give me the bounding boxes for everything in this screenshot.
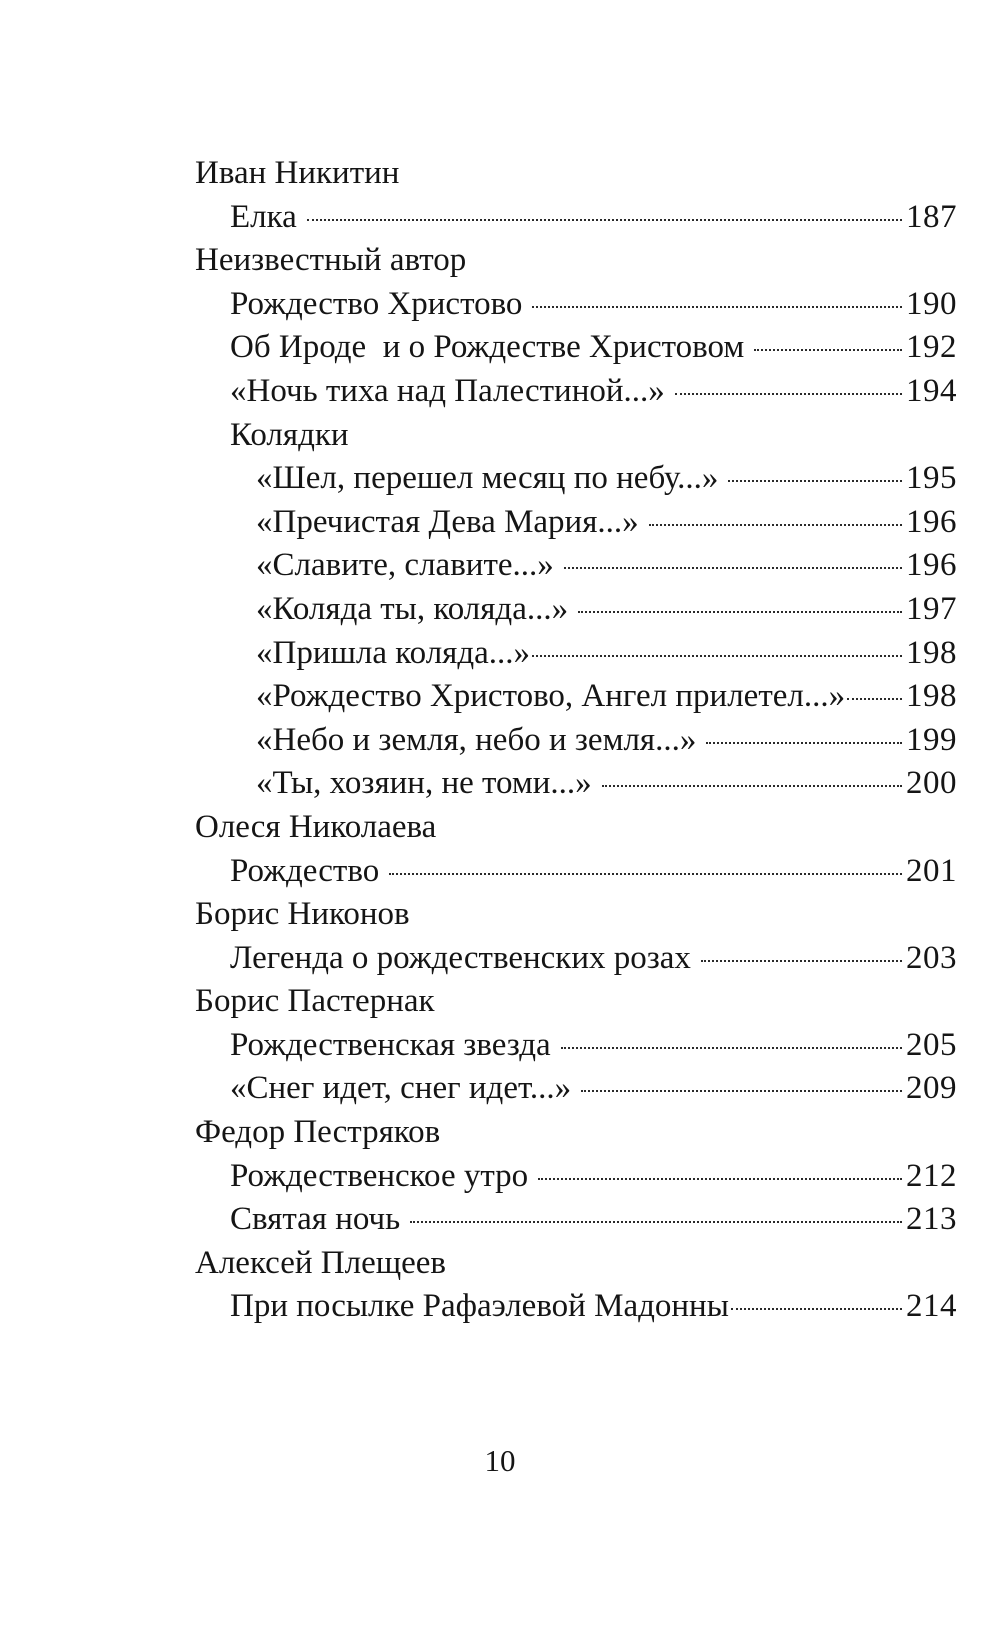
entry-page: 198	[906, 634, 957, 671]
toc-entry	[195, 762, 957, 806]
dot-leader	[410, 1221, 902, 1223]
entry-title: «Ты, хозяин, не томи...»	[256, 765, 592, 802]
author-name: Иван Никитин	[195, 155, 400, 191]
toc-author	[195, 893, 957, 937]
entry-title: «Пречистая Дева Мария...»	[256, 503, 639, 540]
author-name: Алексей Плещеев	[195, 1244, 446, 1281]
toc-entry	[195, 370, 957, 414]
entry-page: 190	[906, 285, 957, 322]
toc-subheading	[195, 414, 957, 458]
entry-title: Елка	[230, 198, 297, 235]
toc-entry	[195, 1198, 957, 1242]
author-name: Олеся Николаева	[195, 808, 437, 845]
toc-entry	[195, 675, 957, 719]
entry-title: «Славите, славите...»	[256, 547, 554, 584]
toc-entry	[195, 719, 957, 763]
toc-entry	[195, 196, 957, 240]
entry-page: 195	[906, 460, 957, 497]
toc-author	[195, 806, 957, 850]
entry-page: 201	[906, 852, 957, 889]
toc-entry	[195, 283, 957, 327]
entry-page: 214	[906, 1288, 957, 1325]
dot-leader	[307, 219, 902, 221]
entry-page: 212	[906, 1157, 957, 1194]
dot-leader	[564, 567, 902, 569]
toc-entry	[195, 1067, 957, 1111]
entry-page: 187	[906, 198, 957, 235]
toc-entry	[195, 501, 957, 545]
author-name: Неизвестный автор	[195, 242, 467, 279]
toc-entry	[195, 544, 957, 588]
entry-page: 196	[906, 547, 957, 584]
entry-title: «Ночь тиха над Палестиной...»	[230, 372, 665, 409]
toc-author	[195, 1242, 957, 1286]
toc-entry	[195, 850, 957, 894]
toc-entry	[195, 1285, 957, 1329]
toc-author	[195, 1111, 957, 1155]
author-name: Борис Никонов	[195, 896, 410, 933]
entry-title: Об Ироде и о Рождестве Христовом	[230, 329, 745, 366]
toc-entry	[195, 588, 957, 632]
dot-leader	[602, 785, 902, 787]
dot-leader	[561, 1047, 902, 1049]
author-name: Федор Пестряков	[195, 1114, 441, 1151]
entry-title: Легенда о рождественских розах	[230, 939, 691, 976]
dot-leader	[389, 873, 902, 875]
subgroup-heading: Колядки	[230, 416, 349, 453]
toc-entry	[195, 937, 957, 981]
dot-leader	[847, 698, 902, 700]
entry-page: 194	[906, 372, 957, 409]
dot-leader	[675, 393, 902, 395]
entry-title: Рождество	[230, 852, 380, 889]
toc-entry	[195, 1155, 957, 1199]
entry-page: 197	[906, 590, 957, 627]
dot-leader	[581, 1090, 902, 1092]
entry-page: 199	[906, 721, 957, 758]
entry-page: 196	[906, 503, 957, 540]
toc-author	[195, 152, 957, 196]
entry-page: 209	[906, 1070, 957, 1107]
entry-page: 213	[906, 1201, 957, 1238]
table-of-contents	[195, 152, 957, 1329]
toc-entry	[195, 457, 957, 501]
toc-entry	[195, 326, 957, 370]
entry-title: «Снег идет, снег идет...»	[230, 1070, 572, 1107]
entry-page: 200	[906, 765, 957, 802]
entry-title: Святая ночь	[230, 1201, 401, 1238]
dot-leader	[578, 611, 902, 613]
author-name: Борис Пастернак	[195, 983, 435, 1020]
entry-title: Рождественская звезда	[230, 1026, 551, 1063]
toc-entry	[195, 632, 957, 676]
page-number: 10	[484, 1443, 516, 1478]
entry-title: «Пришла коляда...»	[256, 634, 531, 671]
dot-leader	[649, 524, 902, 526]
entry-page: 198	[906, 678, 957, 715]
toc-entry	[195, 1024, 957, 1068]
entry-title: «Коляда ты, коляда...»	[256, 590, 569, 627]
dot-leader	[701, 960, 902, 962]
dot-leader	[538, 1178, 902, 1180]
dot-leader	[731, 1308, 902, 1310]
dot-leader	[706, 742, 902, 744]
entry-title: «Небо и земля, небо и земля...»	[256, 721, 697, 758]
entry-title: Рождественское утро	[230, 1157, 529, 1194]
toc-author	[195, 239, 957, 283]
dot-leader	[532, 306, 902, 308]
entry-title: «Рождество Христово, Ангел прилетел...»	[256, 678, 846, 715]
toc-author	[195, 980, 957, 1024]
entry-page: 205	[906, 1026, 957, 1063]
entry-page: 203	[906, 939, 957, 976]
entry-title: Рождество Христово	[230, 285, 523, 322]
entry-page: 192	[906, 329, 957, 366]
dot-leader	[728, 480, 902, 482]
entry-title: «Шел, перешел месяц по небу...»	[256, 460, 719, 497]
dot-leader	[532, 655, 902, 657]
dot-leader	[754, 349, 902, 351]
entry-title: При посылке Рафаэлевой Мадонны	[230, 1288, 729, 1325]
